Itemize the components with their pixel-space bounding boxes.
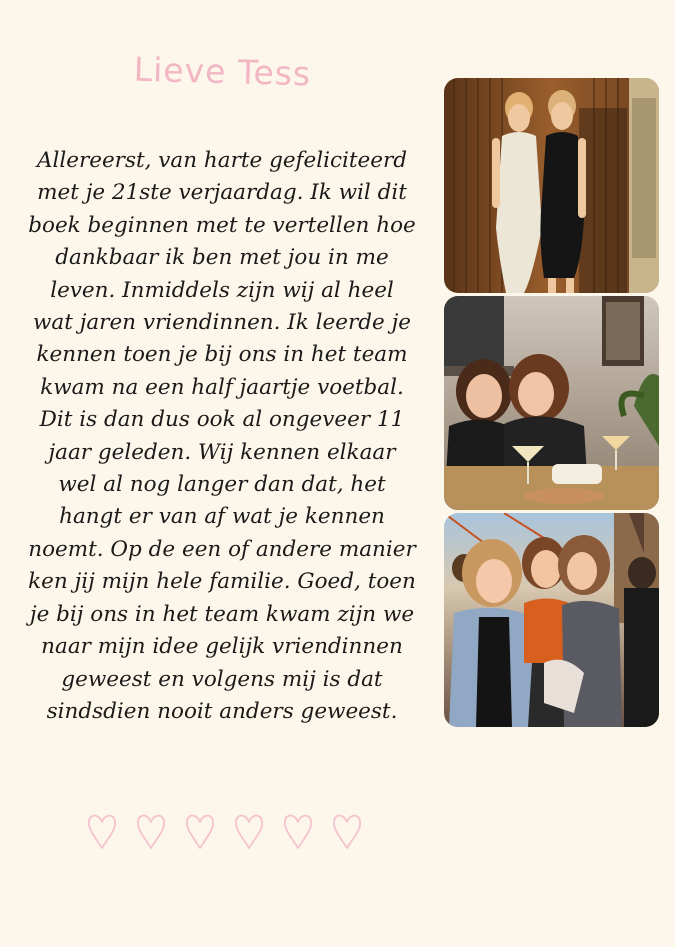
heart-icon [233, 810, 265, 850]
letter-body [14, 145, 430, 728]
heart-icon [184, 810, 216, 850]
letter-line: jaar geleden. Wij kennen elkaar [48, 439, 396, 465]
letter-line: naar mijn idee gelijk vriendinnen [41, 634, 403, 660]
photo-two-friends-cocktails [444, 296, 659, 510]
letter-line: noemt. Op de een of andere manier [28, 536, 416, 562]
letter-line: wel al nog langer dan dat, het [58, 472, 386, 498]
letter-line: je bij ons in het team kwam zijn we [29, 601, 415, 627]
photo-three-friends-party [444, 513, 659, 727]
letter-line: hangt er van af wat je kennen [59, 504, 385, 530]
letter-line: sindsdien nooit anders geweest. [46, 698, 398, 724]
letter-line: leven. Inmiddels zijn wij al heel [50, 277, 394, 303]
letter-line: kwam na een half jaartje voetbal. [40, 374, 404, 400]
letter-line: wat jaren vriendinnen. Ik leerde je [33, 310, 411, 336]
letter-line: Dit is dan dus ook al ongeveer 11 [39, 407, 405, 433]
heart-icon [135, 810, 167, 850]
letter-line: met je 21ste verjaardag. Ik wil dit [37, 180, 407, 206]
heart-icon [331, 810, 363, 850]
letter-line: geweest en volgens mij is dat [61, 666, 383, 692]
photo-two-friends-sunset [444, 78, 659, 293]
letter-line: ken jij mijn hele familie. Goed, toen [28, 569, 416, 595]
letter-line: boek beginnen met te vertellen hoe [28, 212, 416, 238]
letter-line: dankbaar ik ben met jou in me [55, 245, 389, 271]
letter-line: Allereerst, van harte gefeliciteerd [36, 148, 408, 173]
letter-line: kennen toen je bij ons in het team [36, 342, 408, 368]
page-title: Lieve Tess [133, 49, 312, 94]
heart-icon [282, 810, 314, 850]
heart-icon [86, 810, 118, 850]
hearts-row [86, 810, 363, 850]
